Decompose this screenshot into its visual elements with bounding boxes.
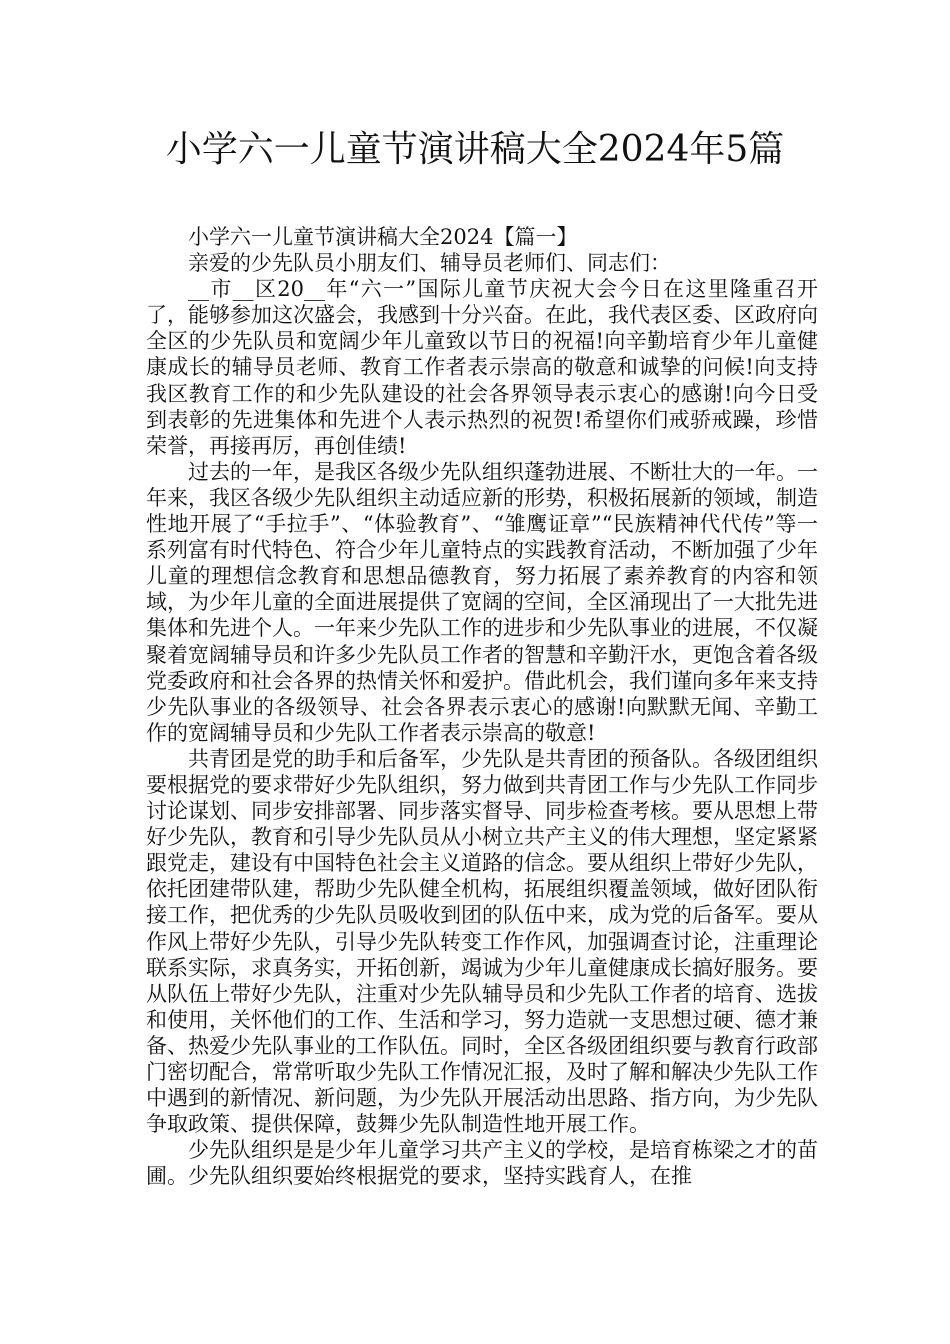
paragraph: 过去的一年，是我区各级少先队组织蓬勃进展、不断壮大的一年。一年来，我区各级少先队组织主动适应新的形势，积极拓展新的领域，制造性地开展了“手拉手”、“体验教育”、“雏鹰证章”“民族精神代代传”等一系列富有时代特色、符合少年儿童特点的实践教育活动，不断加强了少年儿童的理想信念教育和思想品德教育，努力拓展了素养教育的内容和领域，为少年儿童的全面进展提供了宽阔的空间，全区涌现出了一大批先进集体和先进个人。一年来少先队工作的进步和少先队事业的进展，不仅凝聚着宽阔辅导员和许多少先队员工作者的智慧和辛勤汗水，更饱含着各级党委政府和社会各界的热情关怀和爱护。借此机会，我们谨向多年来支持少先队事业的各级领导、社会各界表示衷心的感谢!向默默无闻、辛勤工作的宽阔辅导员和少先队工作者表示崇高的敬意! <box>146 459 818 745</box>
document-title: 小学六一儿童节演讲稿大全2024年5篇 <box>165 129 785 170</box>
paragraph: __市__区20__年“六一”国际儿童节庆祝大会今日在这里隆重召开了，能够参加这次盛会，我感到十分兴奋。在此，我代表区委、区政府向全区的少先队员和宽阔少年儿童致以节日的祝福!向辛勤培育少年儿童健康成长的辅导员老师、教育工作者表示崇高的敬意和诚挚的问候!向支持我区教育工作的和少先队建设的社会各界领导表示衷心的感谢!向今日受到表彰的先进集体和先进个人表示热烈的祝贺!希望你们戒骄戒躁，珍惜荣誉，再接再厉，再创佳绩! <box>146 277 818 458</box>
salutation: 亲爱的少先队员小朋友们、辅导员老师们、同志们： <box>188 251 671 276</box>
section-heading: 小学六一儿童节演讲稿大全2024【篇一】 <box>188 225 578 249</box>
document-body <box>146 224 818 1189</box>
paragraph: 共青团是党的助手和后备军，少先队是共青团的预备队。各级团组织要根据党的要求带好少先队组织，努力做到共青团工作与少先队工作同步讨论谋划、同步安排部署、同步落实督导、同步检查考核。要从思想上带好少先队，教育和引导少先队员从小树立共产主义的伟大理想，坚定紧紧跟党走，建设有中国特色社会主义道路的信念。要从组织上带好少先队，依托团建带队建，帮助少先队健全机构，拓展组织覆盖领域，做好团队衔接工作，把优秀的少先队员吸收到团的队伍中来，成为党的后备军。要从作风上带好少先队，引导少先队转变工作作风，加强调查讨论，注重理论联系实际，求真务实，开拓创新，竭诚为少年儿童健康成长搞好服务。要从队伍上带好少先队，注重对少先队辅导员和少先队工作者的培育、选拔和使用，关怀他们的工作、生活和学习，努力造就一支思想过硬、德才兼备、热爱少先队事业的工作队伍。同时，全区各级团组织要与教育行政部门密切配合，常常听取少先队工作情况汇报，及时了解和解决少先队工作中遇到的新情况、新问题，为少先队开展活动出思路、指方向，为少先队争取政策、提供保障，鼓舞少先队制造性地开展工作。 <box>146 746 818 1137</box>
paragraph: 少先队组织是是少年儿童学习共产主义的学校，是培育栋梁之才的苗圃。少先队组织要始终根据党的要求，坚持实践育人，在推 <box>146 1138 818 1189</box>
